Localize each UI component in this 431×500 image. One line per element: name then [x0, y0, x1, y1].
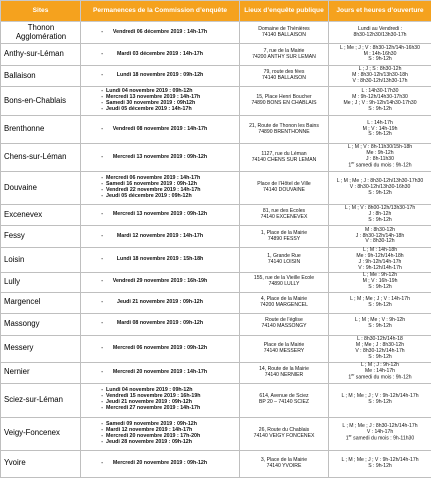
- list-dash: -: [101, 94, 103, 101]
- jours-cell: [329, 144, 431, 172]
- jours-line: L ; Me : 9h-12h: [362, 272, 398, 279]
- permanences-cell: [81, 272, 240, 292]
- jours-cell: [329, 335, 431, 362]
- jours-line: S : 9h-12h: [368, 462, 392, 469]
- jours-line: L ; M ; J : 9h-12h: [360, 362, 400, 369]
- jours-line: Me ; J ; V : 9h-12h/14h30-17h30: [343, 100, 417, 106]
- lieu-line: BP 20 – 74140 SCIEZ: [258, 399, 310, 406]
- jours-line: Lundi au Vendredi :: [358, 25, 402, 32]
- jours-line: M ; Me ; J : 8h30-12h: [355, 341, 405, 348]
- permanence-date: Mercredi 13 novembre 2019 : 09h-12h: [112, 211, 208, 218]
- jours-line: 1er samedi du mois : 9h-12h: [348, 161, 412, 169]
- list-dash: -: [101, 459, 103, 466]
- permanences-cell: [81, 22, 240, 44]
- jours-line: V : 8h30-12h/14h-17h: [355, 347, 405, 354]
- lieu-line: 74140 CHENS SUR LEMAN: [251, 156, 317, 163]
- permanence-entry: [83, 370, 237, 376]
- table-row: [1, 226, 431, 248]
- jours-cell: [329, 313, 431, 335]
- lieu-cell: [240, 22, 329, 44]
- jours-line: S : 9h-12h: [368, 216, 392, 223]
- lieu-line: 7, rue de la Mairie: [263, 47, 305, 54]
- lieu-cell: [240, 383, 329, 417]
- jours-line: Me : 9h-12h/14h-18h: [356, 252, 404, 259]
- table-row: [1, 116, 431, 144]
- lieu-line: 74140 EXCENEVEX: [260, 214, 308, 220]
- header-lieux: Lieux d’enquête publique: [240, 1, 329, 22]
- lieu-line: 155, rue de la Vieille Ecole: [253, 275, 315, 282]
- jours-line: Me : 9h-12h: [366, 150, 394, 157]
- permanence-entry: [83, 440, 237, 446]
- lieu-line: 81, rue des Ecoles: [262, 208, 306, 215]
- jours-cell: [329, 66, 431, 87]
- jours-line: S : 9h-12h: [368, 56, 392, 63]
- table-row: [1, 44, 431, 66]
- lieu-line: 74200 MARGENCEL: [260, 301, 308, 308]
- jours-line: M : 14h-16h30: [363, 50, 397, 57]
- permanence-entry: [83, 73, 237, 79]
- permanences-cell: [81, 66, 240, 87]
- list-dash: -: [101, 211, 103, 218]
- jours-cell: [329, 248, 431, 273]
- permanences-cell: [81, 87, 240, 116]
- lieu-cell: [240, 335, 329, 362]
- list-dash: -: [101, 232, 103, 239]
- jours-line: M : 8h30-12h/13h30-18h: [352, 72, 408, 79]
- jours-line: M : 9h-12h/14h30-17h30: [352, 94, 408, 101]
- list-dash: -: [101, 28, 103, 35]
- list-dash: -: [101, 344, 103, 351]
- permanence-date: Jeudi 21 novembre 2019 : 09h-12h: [117, 298, 203, 305]
- permanence-date: Vendredi 22 novembre 2019 : 14h-17h: [106, 187, 201, 193]
- list-dash: -: [101, 181, 103, 188]
- list-dash: -: [101, 153, 103, 160]
- permanence-date: Lundi 18 novembre 2019 : 09h-12h: [116, 72, 204, 79]
- permanence-entry: [83, 194, 237, 200]
- jours-line: L ; M ; Me ; J ; V : 9h-12h/14h-17h: [341, 456, 419, 463]
- permanence-date: Mardi 08 novembre 2019 : 09h-12h: [116, 320, 204, 327]
- list-dash: -: [101, 100, 103, 106]
- permanence-entry: [83, 300, 237, 306]
- permanence-entry: [83, 257, 237, 263]
- jours-cell: [329, 383, 431, 417]
- jours-line: J : 8h-11h30: [366, 156, 394, 163]
- lieu-line: 1, Place de la Mairie: [260, 229, 308, 236]
- jours-line: 8h30-12h30/13h30-17h: [353, 31, 407, 38]
- permanence-date: Mardi 12 novembre 2019 : 14h-17h: [106, 426, 193, 433]
- jours-line: V : 8h30-12h: [365, 238, 395, 245]
- lieu-cell: [240, 226, 329, 248]
- permanence-date: Jeudi 28 novembre 2019 : 09h-12h: [106, 438, 192, 445]
- list-dash: -: [101, 320, 103, 327]
- permanences-cell: [81, 450, 240, 477]
- list-dash: -: [101, 393, 103, 400]
- jours-cell: [329, 205, 431, 226]
- jours-line: L : 14h30-17h30: [361, 88, 399, 95]
- list-dash: -: [101, 387, 103, 394]
- lieu-cell: [240, 417, 329, 450]
- jours-cell: [329, 226, 431, 248]
- permanence-date: Lundi 18 novembre 2019 : 15h-18h: [116, 255, 204, 262]
- permanence-date: Mercredi 13 novembre 2019 : 14h-17h: [106, 94, 201, 101]
- list-dash: -: [101, 368, 103, 375]
- list-dash: -: [101, 105, 103, 112]
- site-cell: Massongy: [1, 313, 81, 335]
- permanences-cell: [81, 205, 240, 226]
- site-cell: Brenthonne: [1, 116, 81, 144]
- jours-line: 1er samedi du mois : 9h-12h: [348, 373, 412, 381]
- lieu-cell: [240, 205, 329, 226]
- permanence-date: Vendredi 15 novembre 2019 : 16h-19h: [106, 393, 201, 400]
- site-cell: Yvoire: [1, 450, 81, 477]
- permanence-entry: [83, 127, 237, 133]
- list-dash: -: [101, 426, 103, 433]
- lieu-line: 74890 FESSY: [267, 235, 301, 242]
- permanence-date: Samedi 30 novembre 2019 : 09h12h: [106, 100, 196, 106]
- permanences-cell: [81, 144, 240, 172]
- permanence-entry: [83, 406, 237, 412]
- permanence-entry: [83, 279, 237, 285]
- lieu-line: 21, Route de Thonon les Bains: [249, 122, 319, 129]
- permanence-entry: [83, 234, 237, 240]
- permanence-date: Lundi 04 novembre 2019 : 09h-12h: [106, 387, 193, 394]
- permanence-date: Mercredi 13 novembre 2019 : 09h-12h: [112, 153, 208, 160]
- lieu-line: 74140 VEIGY FONCENEX: [253, 432, 315, 439]
- permanence-date: Jeudi 21 novembre 2019 : 09h-12h: [106, 399, 192, 406]
- list-dash: -: [101, 438, 103, 445]
- list-dash: -: [101, 420, 103, 427]
- permanence-entry: [83, 155, 237, 161]
- site-cell: Chens-sur-Léman: [1, 144, 81, 172]
- lieu-cell: [240, 44, 329, 66]
- table-row: [1, 313, 431, 335]
- lieu-cell: [240, 116, 329, 144]
- permanences-cell: [81, 362, 240, 383]
- lieu-line: 74140 BALLAISON: [262, 31, 306, 38]
- list-dash: -: [101, 187, 103, 193]
- lieu-line: 74140 MESSERY: [263, 347, 305, 354]
- lieu-line: 1, Grande Rue: [267, 252, 301, 259]
- jours-line: L ; M ; Me ; J : 8h30-12h/13h30-17h30: [336, 178, 424, 185]
- site-cell: Thonon Agglomération: [1, 22, 81, 44]
- permanence-entry: [83, 107, 237, 113]
- jours-line: S : 9h-12h: [368, 323, 392, 330]
- jours-line: M ; V : 16h-19h: [362, 278, 398, 285]
- list-dash: -: [101, 175, 103, 182]
- permanences-cell: [81, 383, 240, 417]
- lieu-line: 74140 DOUVAINE: [263, 187, 305, 193]
- jours-line: V : 8h30-12h/13h30-17h: [352, 77, 408, 84]
- site-cell: Messery: [1, 335, 81, 362]
- lieu-line: 15, Place Henri Boucher: [256, 94, 312, 101]
- jours-line: M ; V : 14h-19h: [362, 125, 398, 132]
- jours-line: S : 9h-12h: [368, 353, 392, 360]
- jours-cell: [329, 87, 431, 116]
- lieu-cell: [240, 313, 329, 335]
- header-permanences: Permanences de la Commission d’enquête: [81, 1, 240, 22]
- permanence-date: Mercredi 20 novembre 2019 : 14h-17h: [112, 368, 208, 375]
- jours-line: S : 9h-12h: [368, 189, 392, 196]
- list-dash: -: [101, 255, 103, 262]
- lieu-cell: [240, 248, 329, 273]
- jours-line: L ; M ; Me ; V : 9h-12h: [354, 317, 406, 324]
- lieu-line: Place de la Mairie: [263, 341, 305, 348]
- site-cell: Fessy: [1, 226, 81, 248]
- jours-line: S : 9h-12h: [368, 301, 392, 308]
- jours-cell: [329, 417, 431, 450]
- permanences-cell: [81, 248, 240, 273]
- list-dash: -: [101, 278, 103, 285]
- permanence-entry: [83, 461, 237, 467]
- table-row: [1, 292, 431, 313]
- permanence-date: Mercredi 20 novembre 2019 : 09h-12h: [112, 459, 208, 466]
- lieu-line: 74890 BONS EN CHABLAIS: [251, 100, 317, 106]
- list-dash: -: [101, 88, 103, 95]
- lieu-line: Route de l’église: [265, 317, 303, 324]
- lieu-line: 1127, rue du Léman: [261, 150, 307, 157]
- lieu-cell: [240, 272, 329, 292]
- permanence-date: Mercredi 20 novembre 2019 : 17h-20h: [106, 432, 201, 439]
- table-row: [1, 66, 431, 87]
- jours-cell: [329, 272, 431, 292]
- jours-line: V : 9h-12h/14h-17h: [358, 264, 402, 271]
- permanence-date: Mardi 03 décembre 2019 : 14h-17h: [117, 50, 203, 57]
- lieu-line: 74140 NERNIER: [264, 371, 304, 378]
- site-cell: Nernier: [1, 362, 81, 383]
- lieu-cell: [240, 172, 329, 205]
- permanences-cell: [81, 313, 240, 335]
- jours-line: L ; Me ; J ; V : 8h30-12h/14h-16h30: [340, 44, 420, 51]
- site-cell: Bons-en-Chablais: [1, 87, 81, 116]
- lieu-cell: [240, 87, 329, 116]
- permanence-date: Mardi 12 novembre 2019 : 14h-17h: [116, 232, 204, 239]
- permanence-date: Samedi 09 novembre 2019 : 09h-12h: [106, 420, 197, 427]
- list-dash: -: [101, 72, 103, 79]
- table-row: [1, 144, 431, 172]
- jours-line: M : 8h30-12h: [364, 226, 395, 233]
- jours-line: L ; M ; Me ; J : 8h30-12h/14h-17h: [342, 423, 418, 430]
- lieu-line: 74140 YVOIRE: [266, 462, 302, 469]
- list-dash: -: [101, 125, 103, 132]
- lieu-line: 3, Place de la Mairie: [260, 456, 308, 463]
- permanence-entry: [83, 30, 237, 36]
- lieu-line: 74890 LULLY: [268, 281, 300, 288]
- jours-line: L ; M ; V : 8h-11h30/15h-18h: [347, 144, 413, 151]
- permanences-cell: [81, 44, 240, 66]
- lieu-cell: [240, 66, 329, 87]
- jours-line: L : 8h30-12h/14h-18: [357, 335, 403, 342]
- table-row: [1, 362, 431, 383]
- list-dash: -: [101, 192, 103, 199]
- permanence-date: Mercredi 27 novembre 2019 : 14h-17h: [106, 405, 201, 412]
- lieu-line: Domaine de Thénières: [258, 25, 310, 32]
- jours-cell: [329, 292, 431, 313]
- jours-line: L ; J ; S : 8h30-12h: [358, 66, 402, 73]
- lieu-line: 4, Place de la Mairie: [260, 295, 308, 302]
- site-cell: Veigy-Foncenex: [1, 417, 81, 450]
- permanences-cell: [81, 292, 240, 313]
- jours-line: S : 9h-12h: [368, 105, 392, 112]
- table-row: [1, 417, 431, 450]
- jours-cell: [329, 450, 431, 477]
- lieu-cell: [240, 450, 329, 477]
- lieu-line: 74140 BALLAISON: [262, 75, 306, 81]
- permanence-date: Jeudi 05 décembre 2019 : 14h-17h: [106, 105, 192, 112]
- table-row: [1, 205, 431, 226]
- table-row: [1, 335, 431, 362]
- jours-line: L ; M : 14h-18h: [362, 247, 398, 253]
- permanence-date: Samedi 16 novembre 2019 : 09h-12h: [106, 181, 197, 188]
- site-cell: Ballaison: [1, 66, 81, 87]
- table-row: [1, 383, 431, 417]
- site-cell: Lully: [1, 272, 81, 292]
- permanence-date: Vendredi 29 novembre 2019 : 16h-19h: [112, 278, 208, 285]
- table-row: [1, 272, 431, 292]
- permanence-date: Mercredi 06 novembre 2019 : 09h-12h: [112, 344, 208, 351]
- permanences-cell: [81, 335, 240, 362]
- table-row: [1, 22, 431, 44]
- jours-line: L ; M ; Me ; J ; V : 9h-12h/14h-17h: [341, 393, 419, 400]
- permanence-entry: [83, 346, 237, 352]
- list-dash: -: [101, 405, 103, 412]
- lieu-cell: [240, 292, 329, 313]
- header-jours: Jours et heures d’ouverture: [329, 1, 431, 22]
- site-cell: Sciez-sur-Léman: [1, 383, 81, 417]
- lieu-line: Place de l’Hôtel de Ville: [257, 181, 311, 188]
- permanence-entry: [83, 321, 237, 327]
- lieu-line: 14, Route de la Mairie: [259, 365, 309, 372]
- permanence-date: Vendredi 06 décembre 2019 : 14h-17h: [112, 28, 208, 35]
- table-body: [1, 22, 431, 478]
- lieu-line: 74140 MASSONGY: [261, 323, 307, 330]
- permanence-date: Lundi 04 novembre 2019 : 09h-12h: [106, 88, 193, 95]
- table-row: [1, 87, 431, 116]
- jours-line: 1er samedi du mois : 9h-11h30: [345, 434, 415, 442]
- jours-line: S : 9h-12h: [368, 399, 392, 406]
- jours-line: V : 14h-17h: [366, 429, 394, 436]
- lieu-cell: [240, 144, 329, 172]
- list-dash: -: [101, 432, 103, 439]
- jours-line: L : 14h-17h: [367, 119, 393, 126]
- table-header-row: [1, 1, 431, 22]
- jours-cell: [329, 22, 431, 44]
- jours-line: S : 9h-12h: [368, 284, 392, 291]
- permanence-date: Vendredi 08 novembre 2019 : 14h-17h: [112, 125, 208, 132]
- site-cell: Margencel: [1, 292, 81, 313]
- jours-line: J : 8h-12h: [368, 211, 392, 218]
- jours-line: Me : 14h-17h: [364, 368, 395, 375]
- lieu-line: 74200 ANTHY SUR LEMAN: [252, 53, 316, 60]
- permanences-cell: [81, 172, 240, 205]
- jours-line: L ; M ; Me ; J ; V : 14h-17h: [350, 295, 410, 302]
- jours-line: V : 8h30-12h/13h30-16h30: [349, 184, 411, 191]
- jours-cell: [329, 44, 431, 66]
- permanence-entry: [83, 52, 237, 58]
- lieu-line: 74140 LOISIN: [267, 258, 301, 265]
- lieu-line: 26, Route du Chablais: [258, 426, 310, 433]
- jours-cell: [329, 362, 431, 383]
- permanences-cell: [81, 226, 240, 248]
- jours-cell: [329, 172, 431, 205]
- site-cell: Excenevex: [1, 205, 81, 226]
- jours-line: J : 8h30-12h/14h-18h: [355, 232, 405, 239]
- permanence-date: Jeudi 05 décembre 2019 : 09h-12h: [106, 192, 192, 199]
- permanences-cell: [81, 116, 240, 144]
- site-cell: Douvaine: [1, 172, 81, 205]
- permanence-date: Mercredi 06 novembre 2019 : 14h-17h: [106, 175, 201, 182]
- table-row: [1, 172, 431, 205]
- permanence-entry: [83, 212, 237, 218]
- lieu-line: 79, route des fées: [263, 69, 305, 76]
- lieu-line: 74890 BRENTHONNE: [258, 128, 310, 135]
- list-dash: -: [101, 50, 103, 57]
- jours-line: J : 9h-12h/14h-17h: [358, 258, 402, 265]
- jours-line: S : 9h-12h: [368, 131, 392, 138]
- permanences-cell: [81, 417, 240, 450]
- site-cell: Anthy-sur-Léman: [1, 44, 81, 66]
- list-dash: -: [101, 399, 103, 406]
- site-cell: Loisin: [1, 248, 81, 273]
- jours-cell: [329, 116, 431, 144]
- jours-line: L ; M ; V : 8h00-12h/13h30-17h: [344, 205, 416, 212]
- lieu-cell: [240, 362, 329, 383]
- table-row: [1, 450, 431, 477]
- header-sites: Sites: [1, 1, 81, 22]
- lieu-line: 614, Avenue de Sciez: [259, 393, 309, 400]
- table-row: [1, 248, 431, 273]
- list-dash: -: [101, 298, 103, 305]
